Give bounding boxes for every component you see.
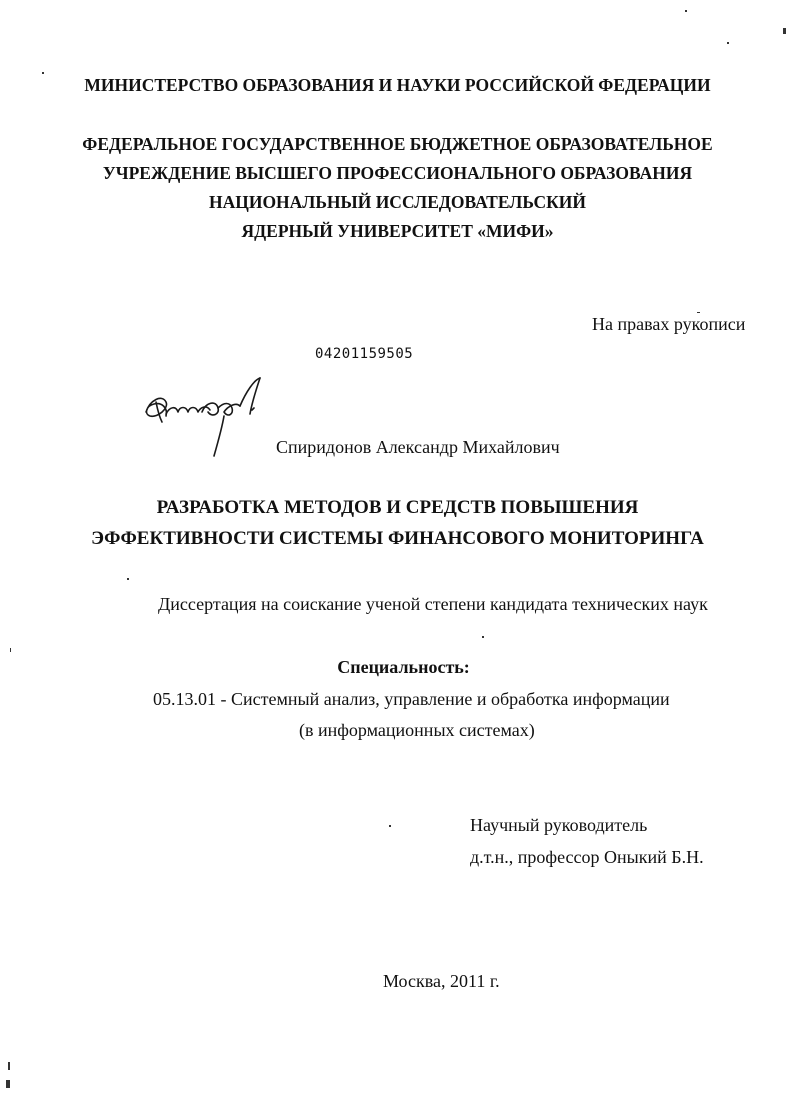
advisor-label: Научный руководитель — [470, 815, 648, 835]
scan-speck — [697, 312, 700, 313]
institution-line-3: НАЦИОНАЛЬНЫЙ ИССЛЕДОВАТЕЛЬСКИЙ — [208, 192, 587, 212]
institution-line-4: ЯДЕРНЫЙ УНИВЕРСИТЕТ «МИФИ» — [241, 221, 554, 241]
institution-line-2: УЧРЕЖДЕНИЕ ВЫСШЕГО ПРОФЕССИОНАЛЬНОГО ОБРАЗОВАНИЯ — [102, 163, 693, 183]
institution-line-1: ФЕДЕРАЛЬНОЕ ГОСУДАРСТВЕННОЕ БЮДЖЕТНОЕ ОБРАЗОВАТЕЛЬНОЕ — [82, 134, 713, 154]
scan-speck — [727, 42, 729, 44]
scan-speck — [685, 10, 687, 12]
scan-speck — [42, 72, 44, 74]
scan-speck — [10, 648, 11, 652]
specialty-note: (в информационных системах) — [299, 720, 535, 740]
scan-speck — [389, 825, 391, 827]
scan-speck — [127, 578, 129, 580]
city-year: Москва, 2011 г. — [383, 971, 500, 991]
dissertation-title-line-1: РАЗРАБОТКА МЕТОДОВ И СРЕДСТВ ПОВЫШЕНИЯ — [156, 497, 639, 518]
specialty-label: Специальность: — [337, 657, 470, 677]
specialty-code: 05.13.01 - Системный анализ, управление и обработка информации — [153, 689, 670, 709]
registration-number: 04201159505 — [315, 346, 414, 362]
manuscript-note: На правах рукописи — [592, 314, 746, 334]
scan-speck — [6, 1080, 10, 1088]
author-name: Спиридонов Александр Михайлович — [276, 437, 560, 457]
signature-icon — [136, 372, 276, 464]
scan-speck — [8, 1062, 10, 1070]
scan-speck — [482, 636, 484, 638]
degree-statement: Диссертация на соискание ученой степени кандидата технических наук — [158, 594, 708, 614]
advisor-name: д.т.н., профессор Оныкий Б.Н. — [470, 847, 704, 867]
dissertation-title-line-2: ЭФФЕКТИВНОСТИ СИСТЕМЫ ФИНАНСОВОГО МОНИТОРИНГА — [91, 528, 704, 549]
ministry-heading: МИНИСТЕРСТВО ОБРАЗОВАНИЯ И НАУКИ РОССИЙСКОЙ ФЕДЕРАЦИИ — [84, 75, 711, 95]
scan-speck — [783, 28, 786, 34]
